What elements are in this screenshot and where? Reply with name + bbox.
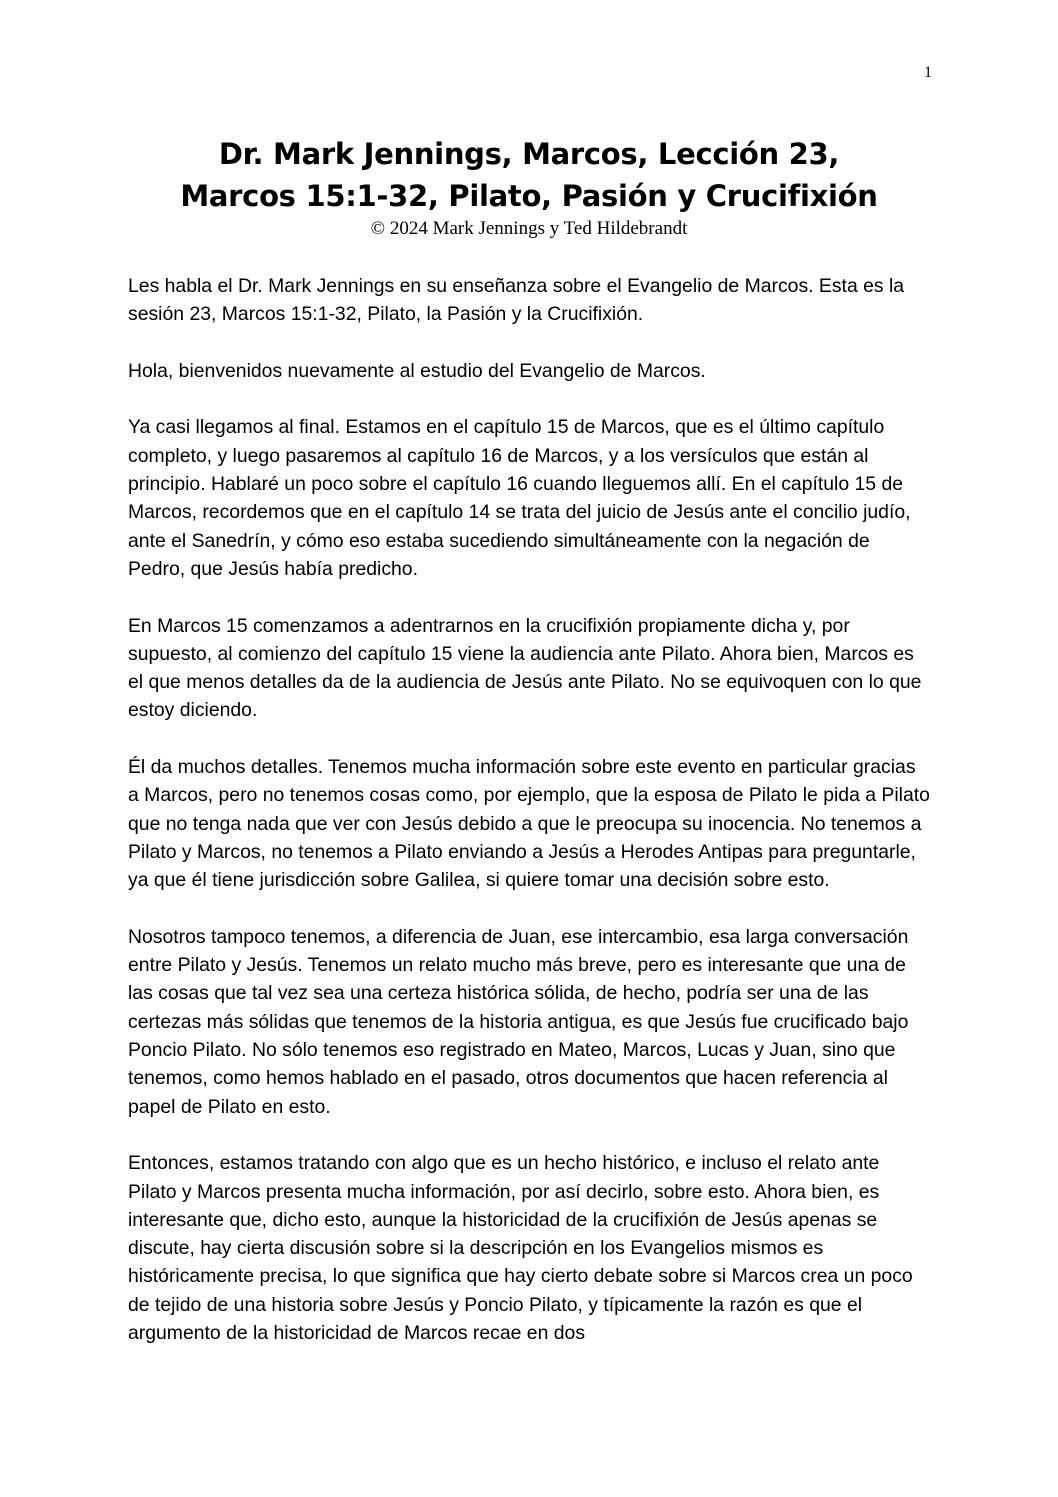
document-header — [0, 133, 1058, 241]
paragraph-4: En Marcos 15 comenzamos a adentrarnos en la crucifixión propiamente dicha y, por supuesto, al comienzo del capítulo 15 viene la audiencia ante Pilato. Ahora bien, Marcos es el que menos detalles da de la audiencia de Jesús ante Pilato. No se equivoquen con lo que estoy diciendo. — [128, 614, 922, 722]
paragraph-7: Entonces, estamos tratando con algo que es un hecho histórico, e incluso el relato ante Pilato y Marcos presenta mucha información, por así decirlo, sobre esto. Ahora bien, es interesante que, dicho esto, aunque la historicidad de la crucifixión de Jesús apenas se discute, hay cierta discusión sobre si la descripción en los Evangelios mismos es históricamente precisa, lo que significa que hay cierto debate sobre si Marcos crea un poco de tejido de una historia sobre Jesús y Poncio Pilato, y típicamente la razón es que el argumento de la historicidad de Marcos recae en dos — [128, 1152, 913, 1344]
paragraph-3: Ya casi llegamos al final. Estamos en el capítulo 15 de Marcos, que es el último capítulo completo, y luego pasaremos al capítulo 16 de Marcos, y a los versículos que están al principio. Hablaré un poco sobre el capítulo 16 cuando lleguemos allí. En el capítulo 15 de Marcos, recordemos que en el capítulo 14 se trata del juicio de Jesús ante el concilio judío, ante el Sanedrín, y cómo eso estaba sucediendo simultáneamente con la negación de Pedro, que Jesús había predicho. — [128, 416, 911, 580]
paragraph-1: Les habla el Dr. Mark Jennings en su enseñanza sobre el Evangelio de Marcos. Esta es la sesión 23, Marcos 15:1-32, Pilato, la Pasión y la Crucifixión. — [128, 275, 905, 326]
copyright-line: © 2024 Mark Jennings y Ted Hildebrandt — [370, 218, 688, 239]
page-number: 1 — [924, 64, 932, 81]
paragraph-5: Él da muchos detalles. Tenemos mucha información sobre este evento en particular gracias a Marcos, pero no tenemos cosas como, por ejemplo, que la esposa de Pilato le pida a Pilato que no tenga nada que ver con Jesús debido a que le preocupa su inocencia. No tenemos a Pilato y Marcos, no tenemos a Pilato enviando a Jesús a Herodes Antipas para preguntarle, ya que él tiene jurisdicción sobre Galilea, si quiere tomar una decisión sobre esto. — [128, 756, 930, 892]
document-body — [128, 272, 930, 1376]
title-line-1: Dr. Mark Jennings, Marcos, Lección 23, — [218, 137, 840, 171]
title-line-2: Marcos 15:1-32, Pilato, Pasión y Crucifixión — [180, 179, 878, 213]
paragraph-6: Nosotros tampoco tenemos, a diferencia de Juan, ese intercambio, esa larga conversación entre Pilato y Jesús. Tenemos un relato mucho más breve, pero es interesante que una de las cosas que tal vez sea una certeza histórica sólida, de hecho, podría ser una de las certezas más sólidas que tenemos de la historia antigua, es que Jesús fue crucificado bajo Poncio Pilato. No sólo tenemos eso registrado en Mateo, Marcos, Lucas y Juan, sino que tenemos, como hemos hablado en el pasado, otros documentos que hacen referencia al papel de Pilato en esto. — [128, 925, 909, 1118]
paragraph-2: Hola, bienvenidos nuevamente al estudio del Evangelio de Marcos. — [128, 359, 706, 382]
